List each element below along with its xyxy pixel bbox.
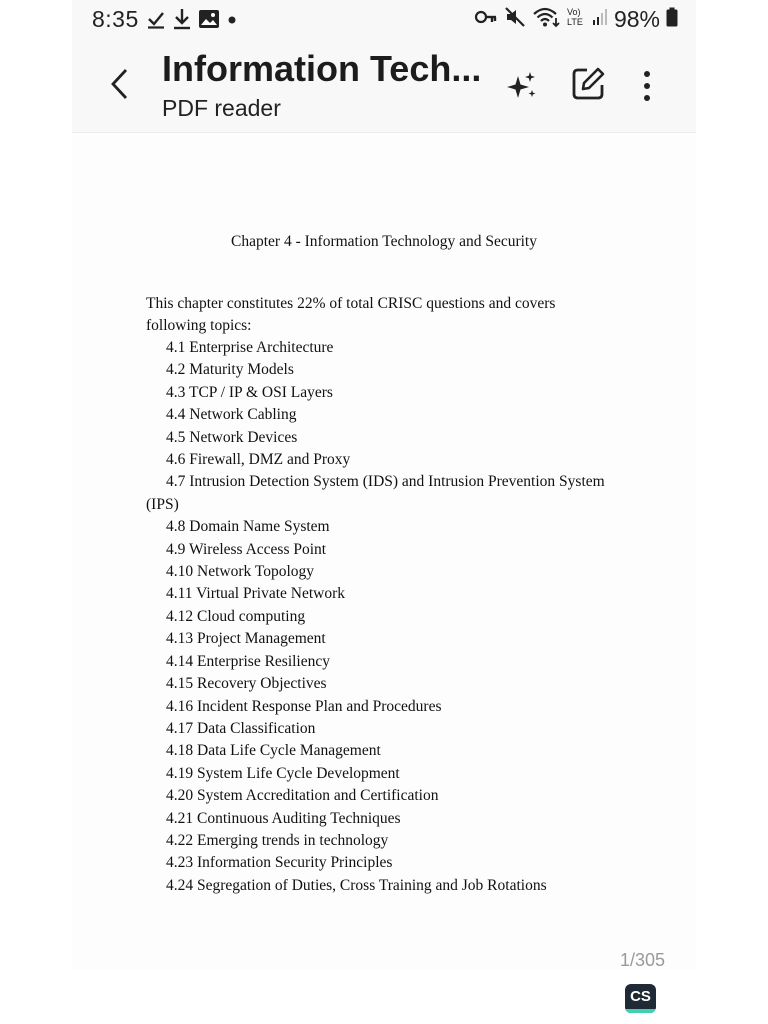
status-bar (72, 0, 696, 40)
topic-item: 4.4 Network Cabling (166, 406, 297, 424)
intro-line: This chapter constitutes 22% of total CRISC questions and covers (146, 295, 556, 312)
topic-item: 4.24 Segregation of Duties, Cross Training and Job Rotations (166, 876, 547, 894)
topic-item: 4.9 Wireless Access Point (166, 540, 327, 558)
back-icon (106, 89, 136, 106)
topic-item-text: 4.7 Intrusion Detection System (IDS) and Intrusion Prevention System (166, 473, 605, 491)
badge-label: CS (630, 988, 651, 1005)
chapter-intro (146, 293, 626, 338)
document-subtitle: PDF reader (162, 95, 281, 121)
topic-item: 4.13 Project Management (166, 630, 326, 648)
topic-item: 4.18 Data Life Cycle Management (166, 742, 381, 760)
topic-item: 4.23 Information Security Principles (166, 854, 393, 872)
topic-item: 4.2 Maturity Models (166, 361, 294, 379)
topic-item: 4.5 Network Devices (166, 428, 298, 446)
pdf-page (72, 133, 696, 970)
more-options-button[interactable] (632, 68, 662, 104)
battery-percentage: 98% (613, 6, 660, 32)
status-time: 8:35 (92, 6, 139, 32)
mute-icon (504, 6, 526, 33)
app-bar (72, 40, 696, 133)
topic-item (146, 471, 636, 516)
topic-item: 4.19 System Life Cycle Development (166, 764, 400, 782)
topic-item: 4.21 Continuous Auditing Techniques (166, 809, 401, 827)
back-button[interactable] (106, 66, 136, 102)
more-vert-icon (632, 91, 662, 108)
topic-item: 4.11 Virtual Private Network (166, 585, 346, 603)
battery-icon (666, 7, 678, 32)
svg-text:Vo): Vo) (566, 7, 581, 17)
topic-item: 4.6 Firewall, DMZ and Proxy (166, 451, 351, 469)
ai-sparkle-icon (504, 91, 540, 108)
topic-item: 4.10 Network Topology (166, 563, 315, 581)
document-title: Information Tech... (162, 48, 482, 89)
topic-item: 4.1 Enterprise Architecture (166, 339, 334, 356)
volte-icon (566, 6, 586, 33)
image-icon (198, 9, 220, 34)
key-icon (474, 9, 498, 30)
document-viewer[interactable] (72, 133, 696, 970)
status-right (474, 6, 678, 33)
edit-button[interactable] (570, 66, 606, 102)
topic-list (146, 337, 636, 897)
edit-icon (570, 89, 606, 106)
topic-item: 4.8 Domain Name System (166, 518, 330, 536)
topic-item-continuation: (IPS) (146, 495, 179, 513)
wifi-icon (532, 6, 560, 33)
svg-text:LTE: LTE (566, 17, 583, 27)
topic-item: 4.14 Enterprise Resiliency (166, 652, 330, 670)
ai-assist-button[interactable] (504, 68, 540, 104)
camscanner-badge[interactable] (625, 984, 656, 1013)
signal-icon (592, 8, 608, 31)
topic-item: 4.17 Data Classification (166, 719, 316, 737)
topic-item: 4.12 Cloud computing (166, 607, 306, 625)
topic-item: 4.15 Recovery Objectives (166, 675, 327, 693)
topic-item: 4.16 Incident Response Plan and Procedures (166, 697, 442, 715)
badge-accent-strip (625, 1009, 656, 1013)
download-icon (172, 8, 192, 35)
check-icon (146, 9, 166, 34)
dot-icon (226, 9, 238, 34)
topic-item: 4.3 TCP / IP & OSI Layers (166, 383, 333, 401)
intro-line: following topics: (146, 317, 252, 335)
page-counter: 1/305 (620, 950, 666, 970)
status-left-icons (146, 8, 238, 35)
chapter-title: Chapter 4 - Information Technology and Security (231, 233, 537, 250)
topic-item: 4.22 Emerging trends in technology (166, 831, 389, 849)
topic-item: 4.20 System Accreditation and Certification (166, 787, 439, 805)
